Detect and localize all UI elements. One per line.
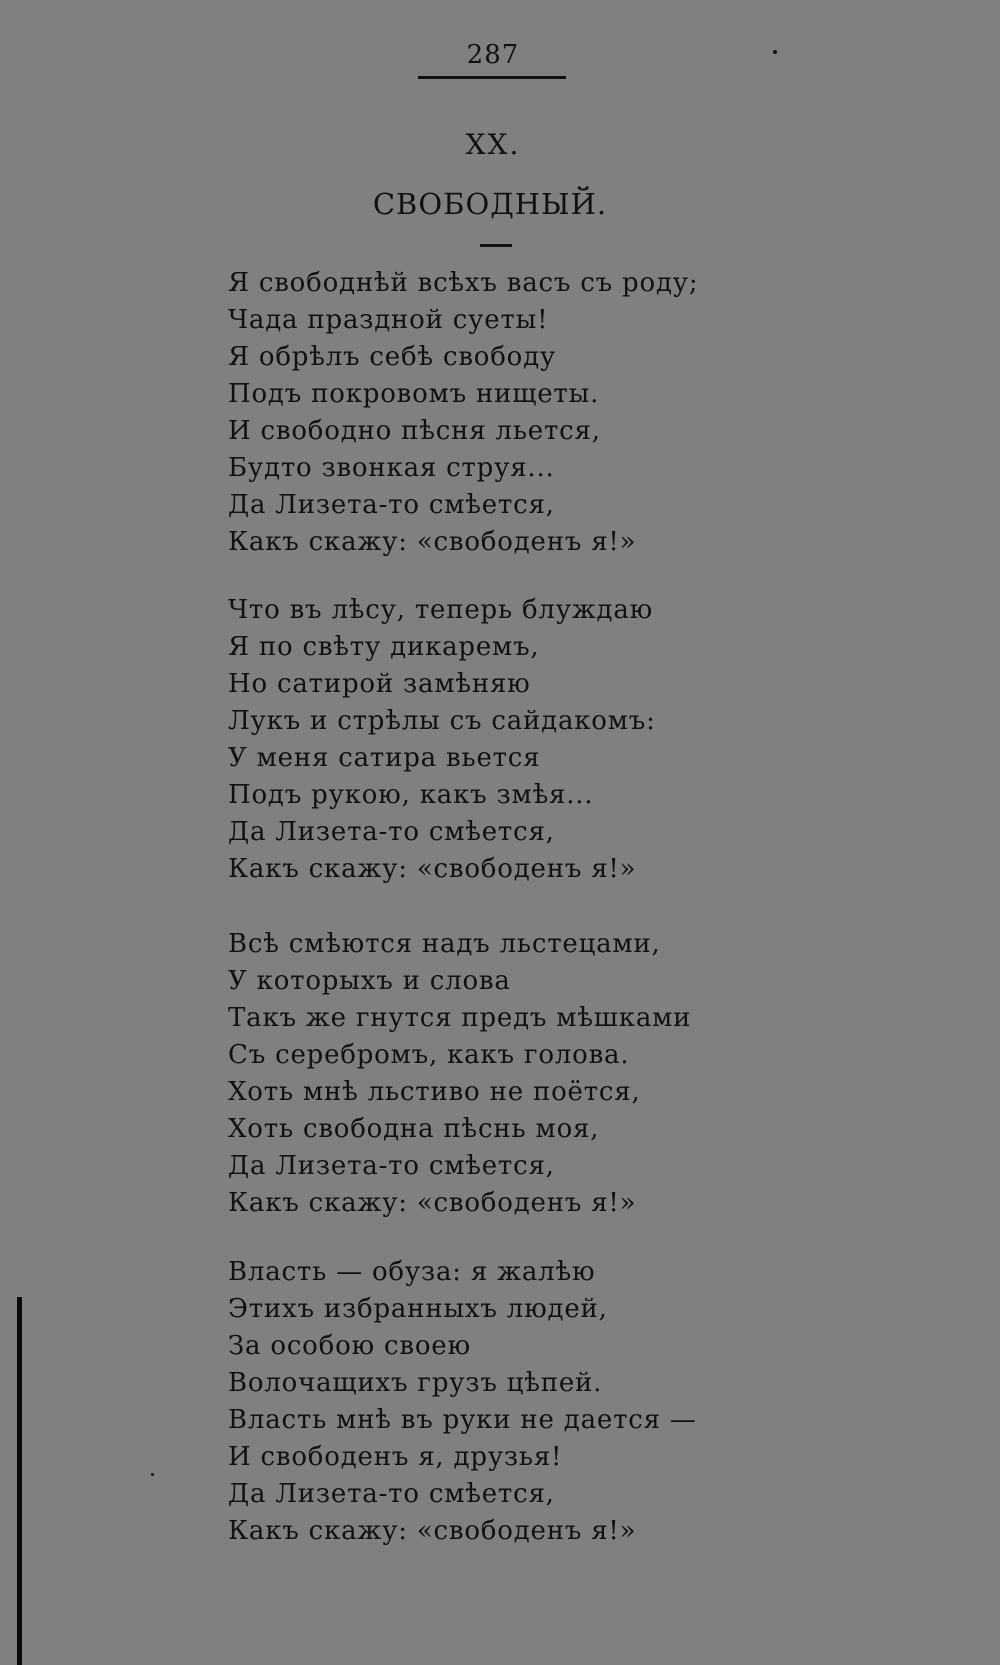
- verse-line: За особою своею: [228, 1331, 471, 1361]
- verse-line: Будто звонкая струя...: [228, 453, 555, 483]
- verse-line: Что въ лѣсу, теперь блуждаю: [228, 595, 654, 625]
- verse-line: И свободенъ я, друзья!: [228, 1442, 563, 1472]
- chapter-number: XX.: [465, 128, 521, 161]
- verse-line: Да Лизета-то смѣется,: [228, 817, 555, 847]
- verse-line: У которыхъ и слова: [228, 966, 511, 996]
- stanza-3: [228, 926, 708, 1222]
- title-separator-dash: [480, 244, 512, 247]
- verse-line: Какъ скажу: «свободенъ я!»: [228, 854, 637, 884]
- verse-line: Волочащихъ грузъ цѣпей.: [228, 1368, 603, 1398]
- verse-line: Да Лизета-то смѣется,: [228, 1151, 555, 1181]
- verse-line: Но сатирой замѣняю: [228, 669, 531, 699]
- verse-line: Лукъ и стрѣлы съ сайдакомъ:: [228, 706, 656, 736]
- page-number: 287: [466, 40, 520, 70]
- ink-speck: [151, 1473, 154, 1476]
- verse-line: Подъ рукою, какъ змѣя...: [228, 780, 594, 810]
- verse-line: Власть — обуза: я жалѣю: [228, 1257, 596, 1287]
- verse-line: Я обрѣлъ себѣ свободу: [228, 342, 557, 372]
- page-edge-bar: [17, 1297, 22, 1665]
- stanza-4: [228, 1254, 708, 1550]
- verse-line: Да Лизета-то смѣется,: [228, 1479, 555, 1509]
- verse-line: Этихъ избранныхъ людей,: [228, 1294, 608, 1324]
- stanza-1: [228, 265, 708, 561]
- verse-line: Какъ скажу: «свободенъ я!»: [228, 527, 637, 557]
- chapter-title: СВОБОДНЫЙ.: [372, 187, 608, 221]
- verse-line: Хоть мнѣ льстиво не поётся,: [228, 1077, 641, 1107]
- stanza-2: [228, 592, 708, 888]
- verse-line: Я по свѣту дикаремъ,: [228, 632, 540, 662]
- verse-line: Я свободнѣй всѣхъ васъ съ роду;: [228, 268, 699, 298]
- verse-line: Съ серебромъ, какъ голова.: [228, 1040, 630, 1070]
- verse-line: Подъ покровомъ нищеты.: [228, 379, 600, 409]
- ink-speck: [773, 50, 777, 54]
- verse-line: Такъ же гнутся предъ мѣшками: [228, 1003, 692, 1033]
- verse-line: Власть мнѣ въ руки не дается —: [228, 1405, 697, 1435]
- page-number-rule: [418, 76, 566, 79]
- verse-line: Какъ скажу: «свободенъ я!»: [228, 1516, 637, 1546]
- verse-line: Всѣ смѣются надъ льстецами,: [228, 929, 661, 959]
- verse-line: Хоть свободна пѣснь моя,: [228, 1114, 600, 1144]
- verse-line: Какъ скажу: «свободенъ я!»: [228, 1188, 637, 1218]
- verse-line: Да Лизета-то смѣется,: [228, 490, 555, 520]
- verse-line: У меня сатира вьется: [228, 743, 541, 773]
- verse-line: И свободно пѣсня льется,: [228, 416, 601, 446]
- verse-line: Чада праздной суеты!: [228, 305, 549, 335]
